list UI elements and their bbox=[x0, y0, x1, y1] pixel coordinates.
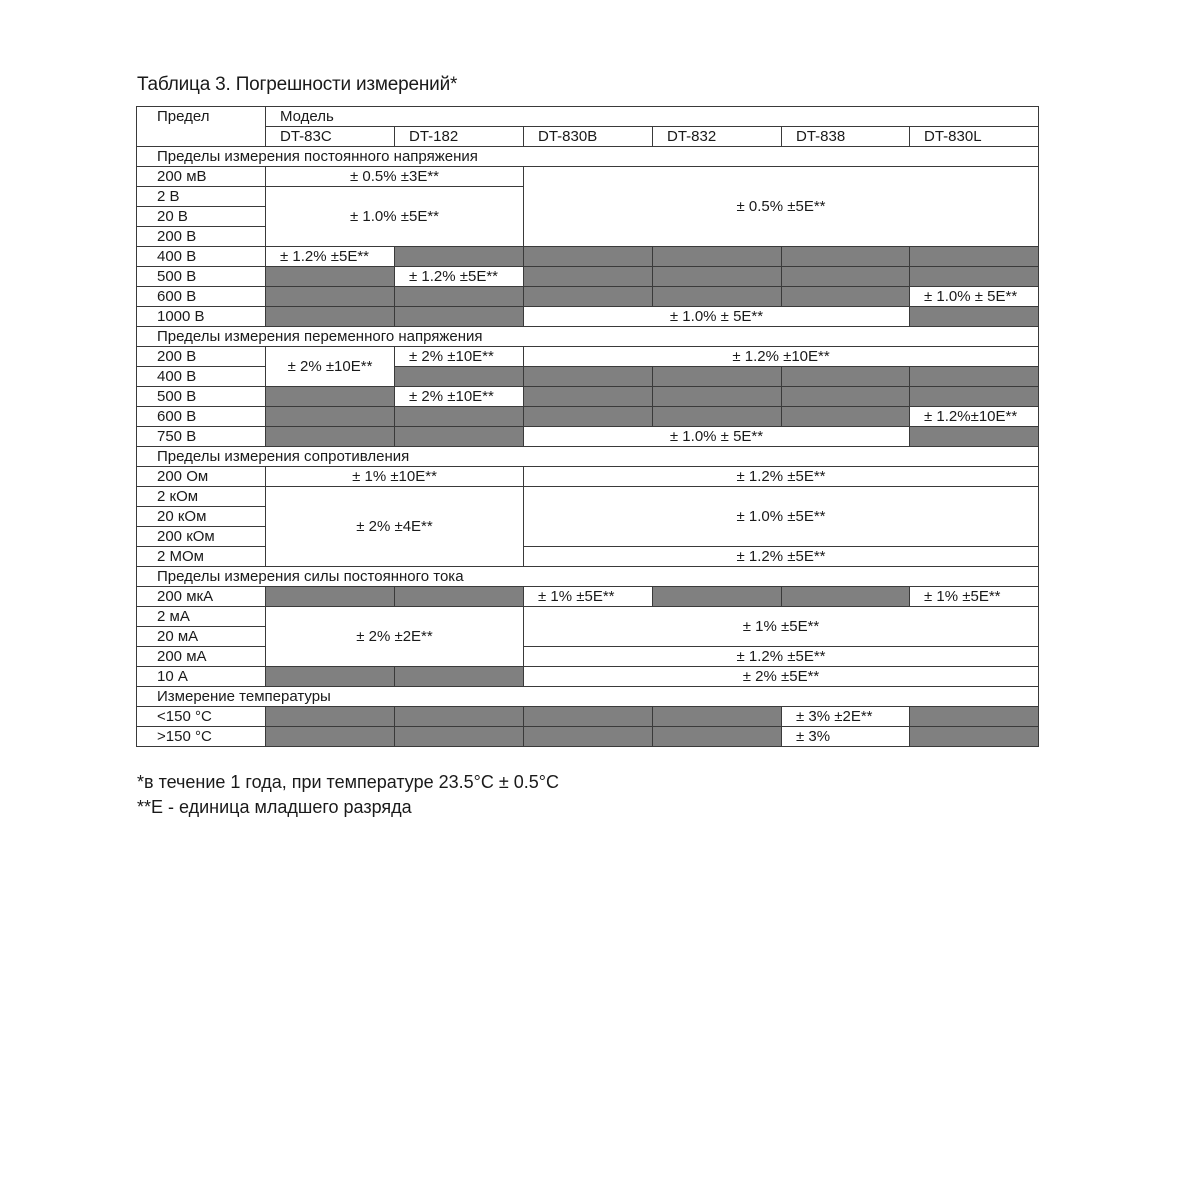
header-model: Модель bbox=[266, 107, 1039, 127]
value-cell: ± 1.2% ±5E** bbox=[395, 267, 524, 287]
section-row bbox=[137, 567, 1039, 587]
limit-cell: 200 В bbox=[137, 347, 266, 367]
value-cell: ± 2% ±4E** bbox=[266, 487, 524, 567]
section-temperature: Измерение температуры bbox=[137, 687, 1039, 707]
table-row bbox=[137, 467, 1039, 487]
na-cell bbox=[910, 727, 1039, 747]
section-row bbox=[137, 447, 1039, 467]
value-cell: ± 1.0% ± 5E** bbox=[910, 287, 1039, 307]
na-cell bbox=[910, 367, 1039, 387]
value-cell: ± 1% ±5E** bbox=[524, 607, 1039, 647]
table-row bbox=[137, 727, 1039, 747]
na-cell bbox=[910, 707, 1039, 727]
value-cell: ± 1.2% ±5E** bbox=[266, 247, 395, 267]
value-cell: ± 1.2%±10E** bbox=[910, 407, 1039, 427]
na-cell bbox=[524, 387, 653, 407]
na-cell bbox=[782, 587, 910, 607]
na-cell bbox=[395, 287, 524, 307]
value-cell: ± 3% ±2E** bbox=[782, 707, 910, 727]
header-row bbox=[137, 107, 1039, 127]
footnote-1: *в течение 1 года, при температуре 23.5°C ± 0.5°C bbox=[137, 772, 559, 792]
limit-cell: 20 В bbox=[137, 207, 266, 227]
model-dt-838: DT-838 bbox=[782, 127, 910, 147]
table-row bbox=[137, 607, 1039, 627]
value-cell: ± 1% ±5E** bbox=[524, 587, 653, 607]
section-row bbox=[137, 147, 1039, 167]
model-dt-182: DT-182 bbox=[395, 127, 524, 147]
na-cell bbox=[266, 707, 395, 727]
limit-cell: 200 мА bbox=[137, 647, 266, 667]
na-cell bbox=[395, 307, 524, 327]
limit-cell: <150 °C bbox=[137, 707, 266, 727]
na-cell bbox=[782, 267, 910, 287]
value-cell: ± 1.0% ± 5E** bbox=[524, 427, 910, 447]
value-cell: ± 0.5% ±3E** bbox=[266, 167, 524, 187]
na-cell bbox=[395, 587, 524, 607]
na-cell bbox=[266, 727, 395, 747]
na-cell bbox=[266, 427, 395, 447]
value-cell: ± 2% ±10E** bbox=[395, 347, 524, 367]
header-models-row bbox=[137, 127, 1039, 147]
na-cell bbox=[395, 727, 524, 747]
section-resistance: Пределы измерения сопротивления bbox=[137, 447, 1039, 467]
model-dt-83c: DT-83C bbox=[266, 127, 395, 147]
table-row bbox=[137, 267, 1039, 287]
limit-cell: 10 А bbox=[137, 667, 266, 687]
na-cell bbox=[395, 407, 524, 427]
value-cell: ± 2% ±5E** bbox=[524, 667, 1039, 687]
value-cell: ± 1.0% ±5E** bbox=[266, 187, 524, 247]
limit-cell: 400 В bbox=[137, 247, 266, 267]
na-cell bbox=[653, 407, 782, 427]
limit-cell: 20 мА bbox=[137, 627, 266, 647]
na-cell bbox=[266, 267, 395, 287]
footnotes bbox=[137, 770, 559, 820]
limit-cell: 2 мА bbox=[137, 607, 266, 627]
na-cell bbox=[782, 247, 910, 267]
table-row bbox=[137, 247, 1039, 267]
table-row bbox=[137, 587, 1039, 607]
table-row bbox=[137, 427, 1039, 447]
na-cell bbox=[653, 707, 782, 727]
value-cell: ± 1.0% ± 5E** bbox=[524, 307, 910, 327]
value-cell: ± 1.0% ±5E** bbox=[524, 487, 1039, 547]
section-row bbox=[137, 327, 1039, 347]
na-cell bbox=[782, 407, 910, 427]
na-cell bbox=[910, 307, 1039, 327]
na-cell bbox=[266, 287, 395, 307]
accuracy-table bbox=[136, 106, 1039, 747]
table-row bbox=[137, 307, 1039, 327]
value-cell: ± 1% ±5E** bbox=[910, 587, 1039, 607]
limit-cell: 600 В bbox=[137, 407, 266, 427]
na-cell bbox=[782, 287, 910, 307]
table-row bbox=[137, 347, 1039, 367]
na-cell bbox=[524, 727, 653, 747]
limit-cell: 2 МОм bbox=[137, 547, 266, 567]
table-row bbox=[137, 167, 1039, 187]
na-cell bbox=[524, 407, 653, 427]
value-cell: ± 1.2% ±5E** bbox=[524, 547, 1039, 567]
na-cell bbox=[910, 387, 1039, 407]
section-dc-current: Пределы измерения силы постоянного тока bbox=[137, 567, 1039, 587]
value-cell: ± 1% ±10E** bbox=[266, 467, 524, 487]
value-cell: ± 1.2% ±5E** bbox=[524, 647, 1039, 667]
limit-cell: 2 В bbox=[137, 187, 266, 207]
na-cell bbox=[653, 387, 782, 407]
na-cell bbox=[524, 267, 653, 287]
value-cell: ± 1.2% ±5E** bbox=[524, 467, 1039, 487]
limit-cell: 600 В bbox=[137, 287, 266, 307]
value-cell: ± 2% ±10E** bbox=[395, 387, 524, 407]
value-cell: ± 1.2% ±10E** bbox=[524, 347, 1039, 367]
na-cell bbox=[395, 667, 524, 687]
na-cell bbox=[395, 367, 524, 387]
na-cell bbox=[524, 287, 653, 307]
limit-cell: 200 мВ bbox=[137, 167, 266, 187]
na-cell bbox=[782, 387, 910, 407]
value-cell: ± 2% ±2E** bbox=[266, 607, 524, 667]
section-dc-voltage: Пределы измерения постоянного напряжения bbox=[137, 147, 1039, 167]
na-cell bbox=[653, 727, 782, 747]
model-dt-830b: DT-830B bbox=[524, 127, 653, 147]
na-cell bbox=[395, 707, 524, 727]
na-cell bbox=[910, 267, 1039, 287]
na-cell bbox=[653, 587, 782, 607]
limit-cell: 500 В bbox=[137, 267, 266, 287]
limit-cell: 20 кОм bbox=[137, 507, 266, 527]
na-cell bbox=[524, 367, 653, 387]
footnote-2: **E - единица младшего разряда bbox=[137, 797, 412, 817]
header-limit: Предел bbox=[137, 107, 266, 147]
table-row bbox=[137, 287, 1039, 307]
na-cell bbox=[653, 287, 782, 307]
table-row bbox=[137, 387, 1039, 407]
table-row bbox=[137, 707, 1039, 727]
na-cell bbox=[266, 407, 395, 427]
na-cell bbox=[524, 707, 653, 727]
value-cell: ± 3% bbox=[782, 727, 910, 747]
na-cell bbox=[910, 247, 1039, 267]
value-cell: ± 2% ±10E** bbox=[266, 347, 395, 387]
model-dt-830l: DT-830L bbox=[910, 127, 1039, 147]
na-cell bbox=[653, 247, 782, 267]
limit-cell: 1000 В bbox=[137, 307, 266, 327]
table-caption: Таблица 3. Погрешности измерений* bbox=[137, 74, 458, 95]
na-cell bbox=[266, 387, 395, 407]
table-row bbox=[137, 487, 1039, 507]
limit-cell: 400 В bbox=[137, 367, 266, 387]
na-cell bbox=[524, 247, 653, 267]
na-cell bbox=[653, 367, 782, 387]
table-row bbox=[137, 407, 1039, 427]
limit-cell: 200 В bbox=[137, 227, 266, 247]
limit-cell: 200 мкА bbox=[137, 587, 266, 607]
value-cell: ± 0.5% ±5E** bbox=[524, 167, 1039, 247]
na-cell bbox=[266, 307, 395, 327]
table-row bbox=[137, 667, 1039, 687]
model-dt-832: DT-832 bbox=[653, 127, 782, 147]
na-cell bbox=[266, 667, 395, 687]
limit-cell: 200 кОм bbox=[137, 527, 266, 547]
na-cell bbox=[395, 427, 524, 447]
limit-cell: 200 Ом bbox=[137, 467, 266, 487]
na-cell bbox=[782, 367, 910, 387]
section-ac-voltage: Пределы измерения переменного напряжения bbox=[137, 327, 1039, 347]
na-cell bbox=[910, 427, 1039, 447]
na-cell bbox=[266, 587, 395, 607]
na-cell bbox=[395, 247, 524, 267]
limit-cell: 500 В bbox=[137, 387, 266, 407]
na-cell bbox=[653, 267, 782, 287]
limit-cell: >150 °C bbox=[137, 727, 266, 747]
section-row bbox=[137, 687, 1039, 707]
limit-cell: 750 В bbox=[137, 427, 266, 447]
limit-cell: 2 кОм bbox=[137, 487, 266, 507]
